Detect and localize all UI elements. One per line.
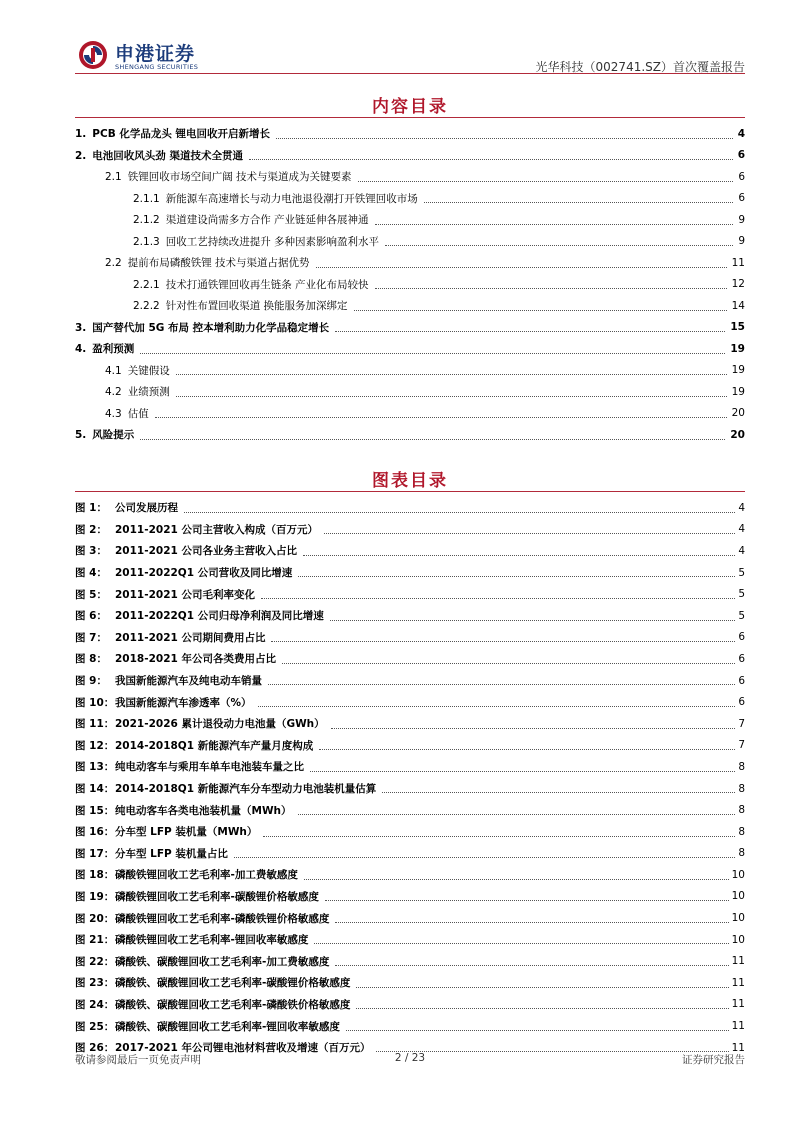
toc-title: 内容目录 [372,97,448,117]
figure-caption: 2021-2026 累计退役动力电池量（GWh） [115,718,325,731]
toc-entry-page: 19 [731,385,745,398]
figure-caption: 磷酸铁锂回收工艺毛利率-加工费敏感度 [115,869,298,882]
figure-entry[interactable] [75,907,745,929]
figure-entry[interactable] [75,950,745,972]
toc-entry[interactable] [75,145,745,167]
toc-entry-page: 15 [730,321,745,334]
figure-entry[interactable] [75,713,745,735]
figure-entry[interactable] [75,605,745,627]
figure-caption: 2017-2021 年公司锂电池材料营收及增速（百万元） [115,1042,371,1055]
figure-page: 11 [731,1041,745,1054]
leader-dots [330,620,736,621]
toc-entry-number: 2.1.1 [133,192,160,205]
figure-entry[interactable] [75,799,745,821]
figure-caption: 2018-2021 年公司各类费用占比 [115,653,276,666]
figure-entry[interactable] [75,519,745,541]
toc-entry[interactable] [75,231,745,253]
toc-entry-page: 14 [731,299,745,312]
leader-dots [314,943,728,944]
figures-title: 图表目录 [372,471,448,491]
leader-dots [424,202,734,203]
toc-entry-page: 6 [738,170,745,183]
leader-dots [375,224,734,225]
leader-dots [303,555,735,556]
figure-entry[interactable] [75,540,745,562]
toc-entry[interactable] [75,209,745,231]
figure-entry[interactable] [75,670,745,692]
figure-entry[interactable] [75,994,745,1016]
toc-entry-number: 2. [75,149,87,162]
leader-dots [382,792,735,793]
leader-dots [346,1030,729,1031]
figures-divider [75,491,745,492]
figure-label: 图 3： [75,545,107,558]
toc-entry[interactable] [75,317,745,339]
figure-caption: 2014-2018Q1 新能源汽车分车型动力电池装机量估算 [115,783,377,796]
figure-entry[interactable] [75,972,745,994]
logo-mark-icon [78,40,108,70]
leader-dots [335,922,728,923]
figure-page: 11 [731,976,745,989]
figure-label: 图 17： [75,847,115,860]
leader-dots [268,684,735,685]
figure-page: 7 [738,739,745,752]
figure-caption: 2014-2018Q1 新能源汽车产量月度构成 [115,739,314,752]
toc-entry-number: 4.2 [105,386,122,399]
toc-entry[interactable] [75,381,745,403]
figure-label: 图 16： [75,826,115,839]
toc-entry-number: 2.1.2 [133,214,160,227]
toc-entry-text: 针对性布置回收渠道 换能服务加深绑定 [165,300,348,313]
table-of-contents [75,123,745,446]
figure-label: 图 1： [75,502,107,515]
figure-entry[interactable] [75,843,745,865]
toc-entry-page: 20 [731,407,745,420]
figure-label: 图 10： [75,696,115,709]
figure-caption: 磷酸铁锂回收工艺毛利率-锂回收率敏感度 [115,934,309,947]
toc-entry-number: 2.1 [105,171,122,184]
figure-caption: 磷酸铁锂回收工艺毛利率-碳酸锂价格敏感度 [115,890,319,903]
toc-entry-number: 3. [75,321,87,334]
figure-label: 图 26： [75,1042,115,1055]
toc-entry-page: 19 [731,364,745,377]
figure-page: 4 [738,544,745,557]
toc-entry[interactable] [75,123,745,145]
figure-page: 5 [738,609,745,622]
figure-page: 11 [731,1020,745,1033]
toc-entry-page: 4 [737,127,745,140]
figure-caption: 磷酸铁、碳酸锂回收工艺毛利率-锂回收率敏感度 [115,1020,340,1033]
figure-caption: 磷酸铁锂回收工艺毛利率-磷酸铁锂价格敏感度 [115,912,330,925]
leader-dots [155,417,727,418]
toc-entry-number: 2.1.3 [133,235,160,248]
leader-dots [335,965,728,966]
footer-report-type: 证券研究报告 [682,1054,745,1066]
figure-caption: 磷酸铁、碳酸锂回收工艺毛利率-加工费敏感度 [115,955,330,968]
figure-entry[interactable] [75,735,745,757]
figure-label: 图 24： [75,998,115,1011]
leader-dots [356,1008,728,1009]
figure-entry[interactable] [75,756,745,778]
figure-page: 5 [738,588,745,601]
leader-dots [140,439,725,440]
leader-dots [331,728,736,729]
figure-caption: 我国新能源汽车及纯电动车销量 [115,675,262,688]
figure-page: 6 [738,674,745,687]
figure-caption: 我国新能源汽车渗透率（%） [115,696,252,709]
leader-dots [176,374,727,375]
figure-label: 图 15： [75,804,115,817]
leader-dots [140,353,725,354]
figure-caption: 纯电动客车各类电池装机量（MWh） [115,804,292,817]
header-divider [75,73,745,74]
leader-dots [261,598,735,599]
figure-label: 图 23： [75,977,115,990]
figure-caption: 磷酸铁、碳酸锂回收工艺毛利率-碳酸锂价格敏感度 [115,977,351,990]
figure-entry[interactable] [75,1015,745,1037]
leader-dots [263,836,735,837]
figure-entry[interactable] [75,821,745,843]
figure-page: 10 [731,912,745,925]
figure-caption: 磷酸铁、碳酸锂回收工艺毛利率-磷酸铁价格敏感度 [115,998,351,1011]
figure-entry[interactable] [75,648,745,670]
leader-dots [298,814,736,815]
toc-entry[interactable] [75,424,745,446]
figure-page: 4 [738,501,745,514]
leader-dots [298,576,735,577]
figure-entry[interactable] [75,562,745,584]
figure-page: 8 [738,804,745,817]
toc-entry-number: 2.2.2 [133,300,160,313]
toc-entry-text: 国产替代加 5G 布局 控本增利助力化学品稳定增长 [92,321,330,334]
toc-entry-page: 11 [731,256,745,269]
figure-label: 图 8： [75,653,107,666]
toc-entry-number: 4. [75,343,87,356]
leader-dots [354,310,727,311]
figure-page: 8 [738,825,745,838]
figure-entry[interactable] [75,691,745,713]
figure-entry[interactable] [75,627,745,649]
figure-label: 图 11： [75,718,115,731]
figure-label: 图 6： [75,610,107,623]
leader-dots [276,138,733,139]
figure-page: 10 [731,868,745,881]
leader-dots [258,706,736,707]
toc-entry[interactable] [75,252,745,274]
leader-dots [176,396,727,397]
figure-page: 4 [738,523,745,536]
toc-entry-number: 2.2.1 [133,278,160,291]
toc-entry-text: PCB 化学品龙头 锂电回收开启新增长 [92,128,271,141]
leader-dots [375,288,727,289]
figure-page: 7 [738,717,745,730]
figure-label: 图 5： [75,588,107,601]
toc-entry-text: 关键假设 [127,364,170,377]
figure-caption: 2011-2021 公司各业务主营收入占比 [115,545,297,558]
figure-caption: 分车型 LFP 装机量（MWh） [115,826,258,839]
toc-entry-page: 6 [737,149,745,162]
figure-caption: 2011-2021 公司期间费用占比 [115,631,266,644]
toc-entry-text: 新能源车高速增长与动力电池退役潮打开铁锂回收市场 [165,192,418,205]
figure-entry[interactable] [75,583,745,605]
toc-entry-number: 5. [75,429,87,442]
figure-caption: 2011-2021 公司毛利率变化 [115,588,255,601]
toc-entry-number: 4.1 [105,364,122,377]
figure-page: 8 [738,782,745,795]
leader-dots [335,331,725,332]
toc-entry[interactable] [75,166,745,188]
figure-caption: 分车型 LFP 装机量占比 [115,847,228,860]
toc-entry-text: 业绩预测 [127,386,170,399]
figure-page: 10 [731,933,745,946]
toc-entry-text: 回收工艺持续改进提升 多种因素影响盈利水平 [165,235,380,248]
toc-entry[interactable] [75,295,745,317]
company-logo [75,38,285,74]
figure-entry[interactable] [75,929,745,951]
figure-page: 11 [731,955,745,968]
toc-entry[interactable] [75,188,745,210]
figure-label: 图 21： [75,934,115,947]
toc-entry[interactable] [75,338,745,360]
figure-list [75,497,745,1058]
page-footer [75,1052,745,1072]
figure-caption: 2011-2022Q1 公司归母净利润及同比增速 [115,610,324,623]
logo-text-en: SHENGANG SECURITIES [115,63,199,71]
toc-entry-page: 9 [738,235,745,248]
figure-page: 6 [738,631,745,644]
figure-page: 8 [738,847,745,860]
figure-label: 图 7： [75,631,107,644]
toc-entry-number: 4.3 [105,407,122,420]
figure-label: 图 20： [75,912,115,925]
figure-label: 图 22： [75,955,115,968]
figure-caption: 2011-2021 公司主营收入构成（百万元） [115,523,318,536]
leader-dots [356,987,728,988]
leader-dots [184,512,735,513]
leader-dots [249,159,733,160]
page-header [75,38,745,74]
figure-page: 6 [738,696,745,709]
figure-label: 图 18： [75,869,115,882]
leader-dots [282,663,735,664]
leader-dots [319,749,735,750]
figure-page: 8 [738,760,745,773]
toc-entry[interactable] [75,360,745,382]
figure-label: 图 9： [75,675,107,688]
figure-label: 图 2： [75,523,107,536]
footer-disclaimer: 敬请参阅最后一页免责声明 [75,1054,201,1066]
toc-entry-text: 铁锂回收市场空间广阔 技术与渠道成为关键要素 [127,171,352,184]
leader-dots [316,267,727,268]
report-title: 光华科技（002741.SZ）首次覆盖报告 [535,60,745,74]
figure-label: 图 14： [75,783,115,796]
figure-page: 6 [738,652,745,665]
toc-entry-text: 盈利预测 [92,343,135,356]
toc-divider [75,117,745,118]
toc-entry-page: 9 [738,213,745,226]
page-number: 2 / 23 [394,1052,426,1064]
toc-entry-page: 6 [738,192,745,205]
leader-dots [234,857,735,858]
figure-label: 图 12： [75,739,115,752]
toc-entry-text: 电池回收风头劲 渠道技术全贯通 [92,149,243,162]
figure-entry[interactable] [75,864,745,886]
leader-dots [324,533,735,534]
toc-entry[interactable] [75,403,745,425]
toc-entry[interactable] [75,274,745,296]
toc-entry-text: 渠道建设尚需多方合作 产业链延伸各展神通 [165,214,369,227]
toc-entry-text: 提前布局磷酸铁锂 技术与渠道占据优势 [127,257,310,270]
toc-entry-number: 2.2 [105,257,122,270]
figure-caption: 公司发展历程 [115,502,178,515]
figure-page: 11 [731,998,745,1011]
figure-entry[interactable] [75,778,745,800]
toc-entry-page: 12 [731,278,745,291]
leader-dots [358,181,734,182]
leader-dots [304,879,729,880]
figure-label: 图 19： [75,890,115,903]
figure-label: 图 4： [75,567,107,580]
toc-entry-number: 1. [75,128,87,141]
leader-dots [385,245,733,246]
leader-dots [325,900,729,901]
figure-label: 图 13： [75,761,115,774]
figure-caption: 纯电动客车与乘用车单车电池装车量之比 [115,761,304,774]
toc-entry-page: 20 [730,428,745,441]
figure-entry[interactable] [75,497,745,519]
figure-entry[interactable] [75,886,745,908]
leader-dots [271,641,735,642]
figure-page: 5 [738,566,745,579]
toc-entry-page: 19 [730,342,745,355]
figure-page: 10 [731,890,745,903]
toc-entry-text: 技术打通铁锂回收再生链条 产业化布局较快 [165,278,369,291]
figure-caption: 2011-2022Q1 公司营收及同比增速 [115,567,293,580]
leader-dots [310,771,735,772]
logo-text-cn: 申港证券 [115,43,196,65]
figure-label: 图 25： [75,1020,115,1033]
toc-entry-text: 风险提示 [92,429,135,442]
toc-entry-text: 估值 [127,407,149,420]
